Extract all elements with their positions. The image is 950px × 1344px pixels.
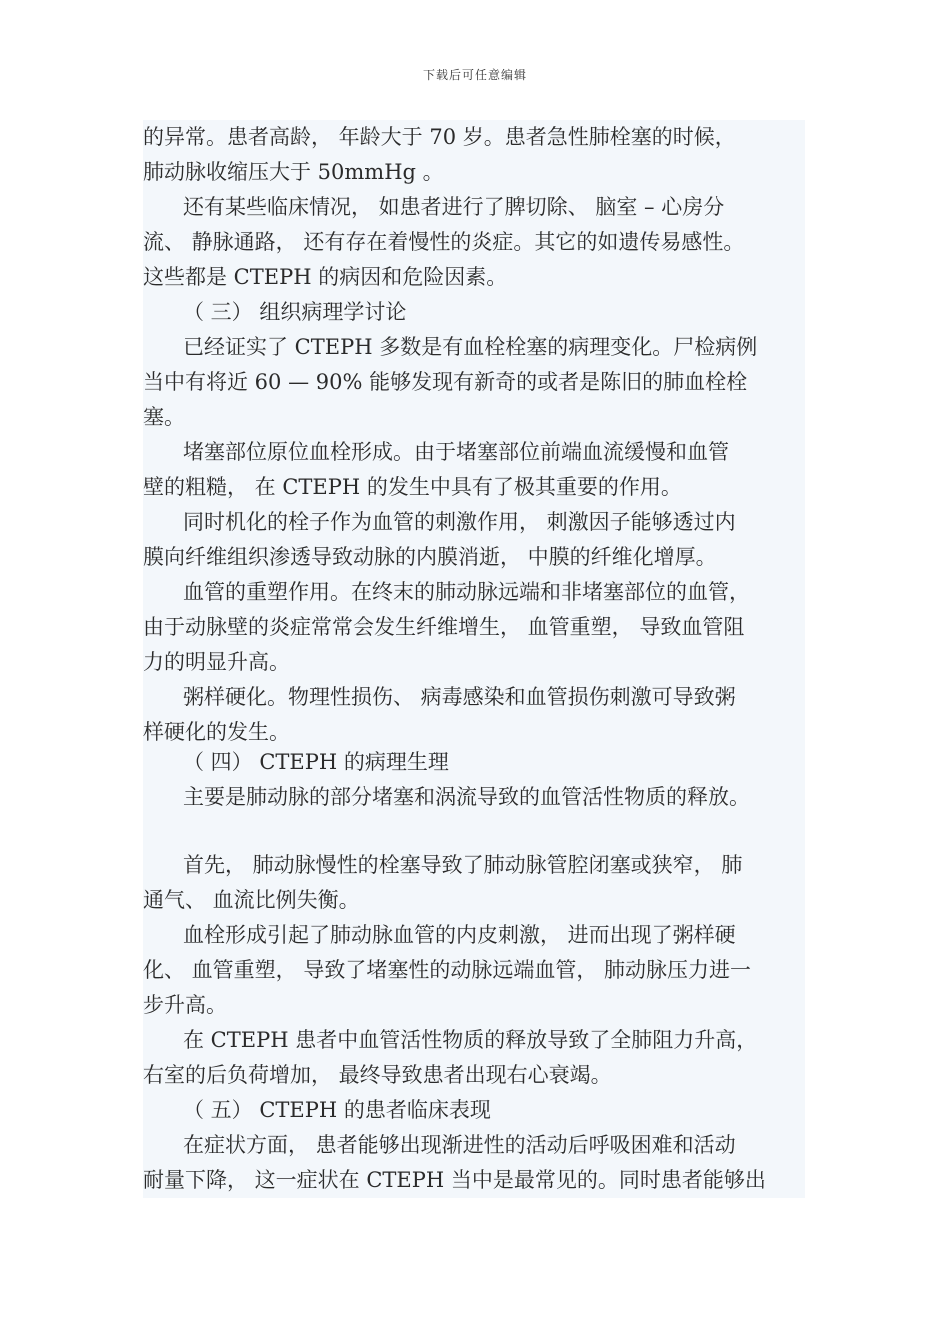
section-heading-4: （ 四） CTEPH 的病理生理 xyxy=(183,750,449,774)
text-line: 壁的粗糙， 在 CTEPH 的发生中具有了极其重要的作用。 xyxy=(143,475,682,499)
paragraph-start: 还有某些临床情况， 如患者进行了脾切除、 脑室 – 心房分 xyxy=(183,195,725,219)
text-line: 肺动脉收缩压大于 50mmHg 。 xyxy=(143,160,444,184)
paragraph-start: 首先， 肺动脉慢性的栓塞导致了肺动脉管腔闭塞或狭窄， 肺 xyxy=(183,853,743,877)
paragraph-start: 已经证实了 CTEPH 多数是有血栓栓塞的病理变化。尸检病例 xyxy=(183,335,758,359)
text-line: 化、 血管重塑， 导致了堵塞性的动脉远端血管， 肺动脉压力进一 xyxy=(143,958,752,982)
text-line: 通气、 血流比例失衡。 xyxy=(143,888,360,912)
paragraph-start: 血栓形成引起了肺动脉血管的内皮刺激， 进而出现了粥样硬 xyxy=(183,923,736,947)
blank-line xyxy=(143,815,805,850)
text-line: 由于动脉壁的炎症常常会发生纤维增生， 血管重塑， 导致血管阻 xyxy=(143,615,745,639)
paragraph-start: 堵塞部位原位血栓形成。由于堵塞部位前端血流缓慢和血管 xyxy=(183,440,729,464)
text-line: 耐量下降， 这一症状在 CTEPH 当中是最常见的。同时患者能够出 xyxy=(143,1168,766,1192)
text-line: 右室的后负荷增加， 最终导致患者出现右心衰竭。 xyxy=(143,1063,612,1087)
paragraph-start: 粥样硬化。物理性损伤、 病毒感染和血管损伤刺激可导致粥 xyxy=(183,685,736,709)
paragraph-start: 在 CTEPH 患者中血管活性物质的释放导致了全肺阻力升高， xyxy=(183,1028,758,1052)
text-line: 步升高。 xyxy=(143,993,227,1017)
text-line: 力的明显升高。 xyxy=(143,650,290,674)
section-heading-3: （ 三） 组织病理学讨论 xyxy=(183,300,407,324)
section-heading-5: （ 五） CTEPH 的患者临床表现 xyxy=(183,1098,491,1122)
paragraph-start: 同时机化的栓子作为血管的刺激作用， 刺激因子能够透过内 xyxy=(183,510,736,534)
paragraph-start: 血管的重塑作用。在终末的肺动脉远端和非堵塞部位的血管， xyxy=(183,580,750,604)
paragraph-start: 主要是肺动脉的部分堵塞和涡流导致的血管活性物质的释放。 xyxy=(183,785,750,809)
document-body xyxy=(143,120,805,1198)
paragraph-start: 在症状方面， 患者能够出现渐进性的活动后呼吸困难和活动 xyxy=(183,1133,736,1157)
text-line: 塞。 xyxy=(143,405,185,429)
text-line: 的异常。患者高龄， 年龄大于 70 岁。患者急性肺栓塞的时候， xyxy=(143,125,736,149)
text-line: 流、 静脉通路， 还有存在着慢性的炎症。其它的如遗传易感性。 xyxy=(143,230,745,254)
text-line: 当中有将近 60 — 90% 能够发现有新奇的或者是陈旧的肺血栓栓 xyxy=(143,370,748,394)
text-line: 样硬化的发生。 xyxy=(143,720,290,744)
text-line: 膜向纤维组织渗透导致动脉的内膜消逝， 中膜的纤维化增厚。 xyxy=(143,545,717,569)
page-header: 下载后可任意编辑 xyxy=(422,68,527,82)
text-line: 这些都是 CTEPH 的病因和危险因素。 xyxy=(143,265,508,289)
